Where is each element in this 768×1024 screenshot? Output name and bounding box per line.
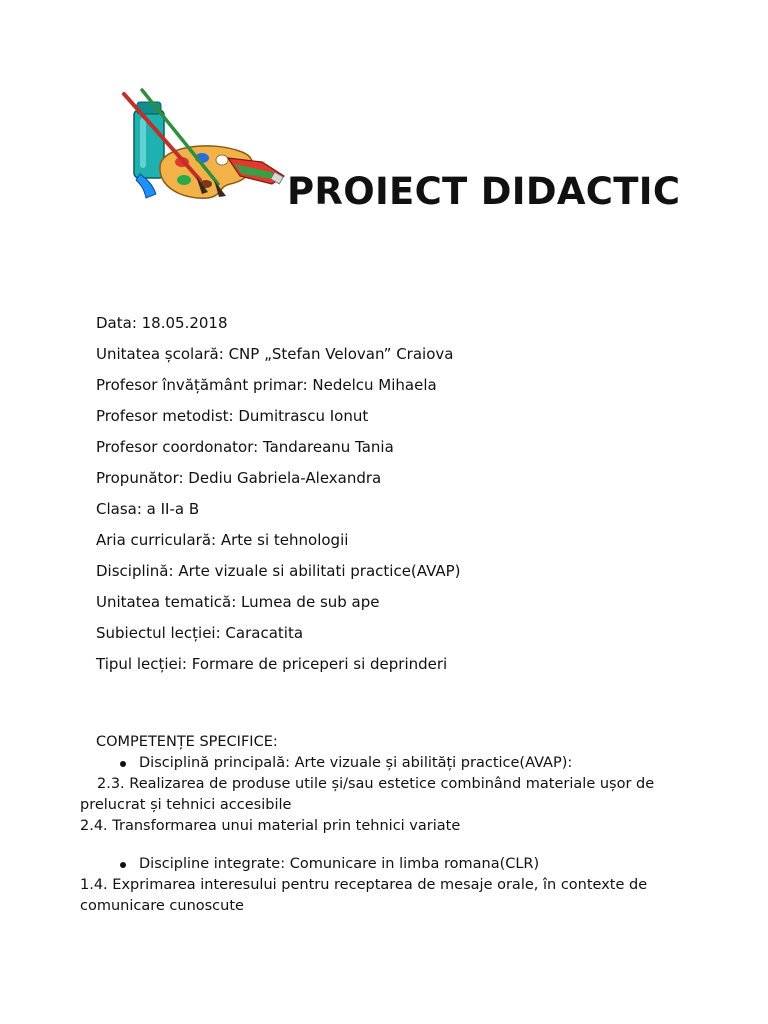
info-lesson-type: Tipul lecției: Formare de priceperi si deprinderi [96,655,448,673]
integrated-discipline-bullet: Discipline integrate: Comunicare in limba romana(CLR) [80,854,690,875]
info-class: Clasa: a II-a B [96,500,200,518]
info-school-unit: Unitatea școlară: CNP „Stefan Velovan” Craiova [96,345,454,363]
info-curricular-area: Aria curriculară: Arte si tehnologii [96,531,349,549]
info-proposer: Propunător: Dediu Gabriela-Alexandra [96,469,382,487]
info-discipline: Disciplină: Arte vizuale si abilitati practice(AVAP) [96,562,461,580]
info-coordinator-teacher: Profesor coordonator: Tandareanu Tania [96,438,394,456]
competences-heading: COMPETENȚE SPECIFICE: [96,734,278,750]
page-title: PROIECT DIDACTIC [287,170,681,213]
main-discipline-bullet: Disciplină principală: Arte vizuale și abilități practice(AVAP): [80,753,690,774]
lesson-info [96,311,736,683]
competence-item: 2.3. Realizarea de produse utile și/sau estetice combinând materiale ușor de prelucrat și tehnici accesibile [80,776,655,813]
competence-item: 2.4. Transformarea unui material prin tehnici variate [80,818,461,834]
paint-palette-icon [122,88,288,208]
info-methodist-teacher: Profesor metodist: Dumitrascu Ionut [96,407,369,425]
specific-competences [80,732,690,917]
info-primary-teacher: Profesor învățământ primar: Nedelcu Mihaela [96,376,437,394]
info-date: Data: 18.05.2018 [96,314,228,332]
competence-item: 1.4. Exprimarea interesului pentru receptarea de mesaje orale, în contexte de comunicare cunoscute [80,877,648,914]
info-thematic-unit: Unitatea tematică: Lumea de sub ape [96,593,380,611]
info-lesson-subject: Subiectul lecției: Caracatita [96,624,304,642]
